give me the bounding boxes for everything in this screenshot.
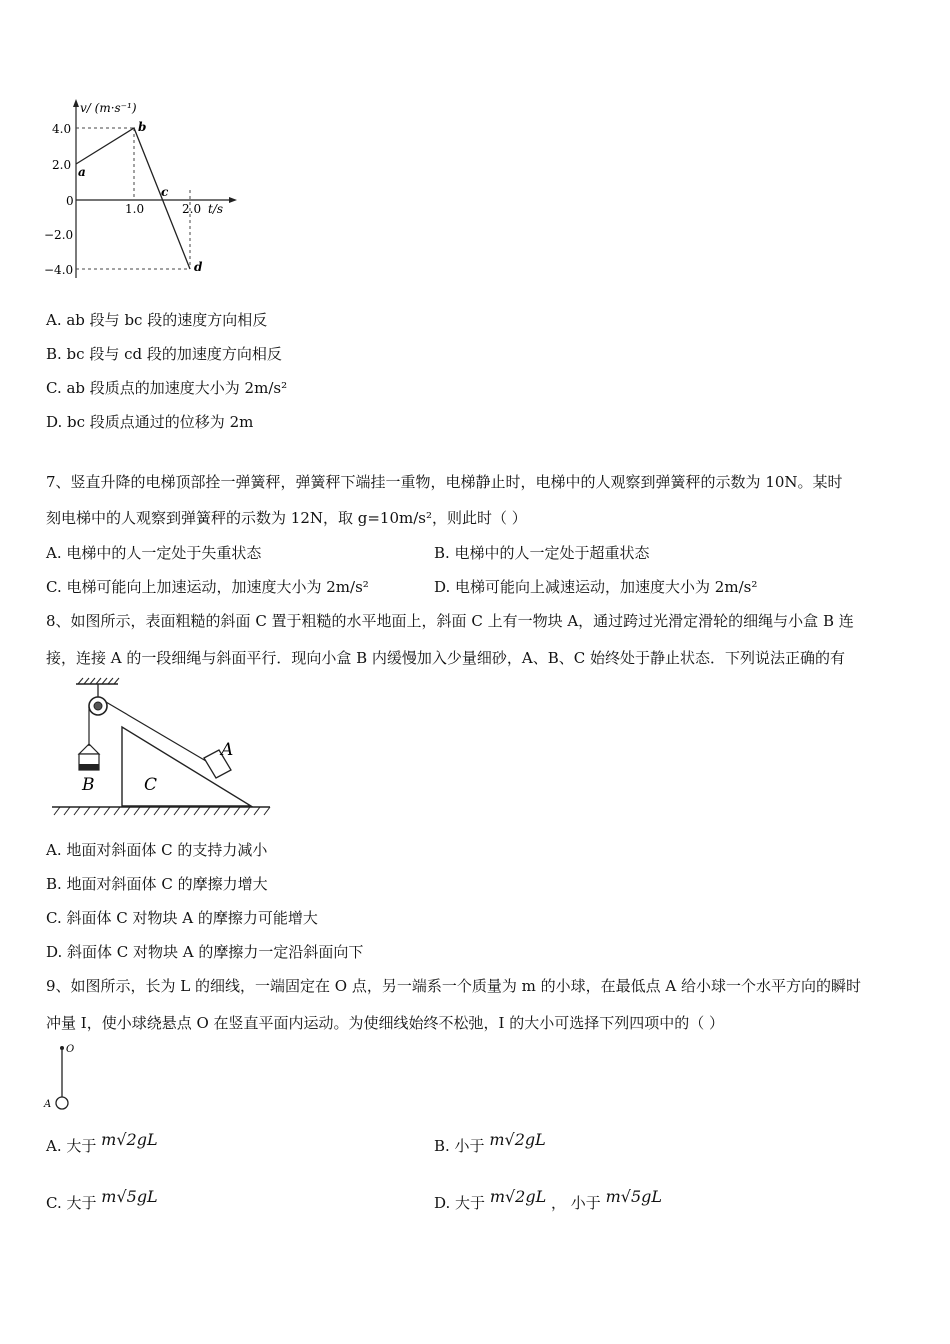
q8-option-b: B. 地面对斜面体 C 的摩擦力增大	[46, 875, 268, 893]
q9-option-d-prefix: D. 大于	[434, 1194, 486, 1212]
q9-option-d-expr1: m√2gL	[489, 1187, 547, 1206]
label-box-b: B	[82, 775, 95, 795]
q9-option-b-expr: m√2gL	[489, 1130, 546, 1149]
q9-option-a-expr: m√2gL	[101, 1130, 158, 1149]
q9-option-d	[434, 1189, 662, 1217]
q7-option-d: D. 电梯可能向上减速运动，加速度大小为 2m/s²	[434, 578, 758, 596]
q9-option-a	[46, 1132, 158, 1160]
incline-pulley-figure	[46, 676, 276, 816]
label-point-o: O	[66, 1044, 75, 1055]
q9-option-b-prefix: B. 小于	[434, 1137, 485, 1155]
y-tick-neg2: −2.0	[44, 228, 74, 242]
q9-stem-line1: 9、如图所示，长为 L 的细线，一端固定在 O 点，另一端系一个质量为 m 的小球，在最低点 A 给小球一个水平方向的瞬时	[46, 977, 862, 995]
label-point-a: A	[44, 1099, 52, 1110]
q7-option-b: B. 电梯中的人一定处于超重状态	[434, 544, 650, 562]
q9-option-a-prefix: A. 大于	[46, 1137, 97, 1155]
q8-stem-line2: 接，连接 A 的一段细绳与斜面平行．现向小盒 B 内缓慢加入少量细砂，A、B、C 始终处于静止状态．下列说法正确的有	[46, 649, 846, 667]
y-tick-neg4: −4.0	[44, 263, 74, 277]
q9-option-d-expr2: m√5gL	[605, 1187, 662, 1206]
point-a: a	[78, 165, 86, 179]
pendulum-figure	[40, 1040, 90, 1114]
q6-option-d: D. bc 段质点通过的位移为 2m	[46, 413, 254, 431]
q8-option-d: D. 斜面体 C 对物块 A 的摩擦力一定沿斜面向下	[46, 943, 364, 961]
q9-option-c-expr: m√5gL	[101, 1187, 158, 1206]
point-c: c	[161, 185, 169, 199]
q7-stem-line2: 刻电梯中的人观察到弹簧秤的示数为 12N，取 g=10m/s²，则此时（ ）	[46, 509, 527, 527]
q9-option-c	[46, 1189, 158, 1217]
q6-option-c: C. ab 段质点的加速度大小为 2m/s²	[46, 379, 288, 397]
x-tick-1: 1.0	[125, 202, 145, 216]
q6-option-a: A. ab 段与 bc 段的速度方向相反	[46, 311, 268, 329]
point-d: d	[194, 260, 203, 274]
q7-stem-line1: 7、竖直升降的电梯顶部拴一弹簧秤，弹簧秤下端挂一重物，电梯静止时，电梯中的人观察到弹簧秤的示数为 10N。某时	[46, 473, 843, 491]
x-axis-label: t/s	[208, 202, 224, 216]
q6-option-b: B. bc 段与 cd 段的加速度方向相反	[46, 345, 282, 363]
y-tick-2: 2.0	[52, 158, 72, 172]
label-block-a: A	[221, 740, 234, 760]
q9-option-d-mid: ， 小于	[551, 1194, 601, 1212]
point-b: b	[138, 120, 147, 134]
q7-option-a: A. 电梯中的人一定处于失重状态	[46, 544, 262, 562]
y-tick-0: 0	[66, 194, 74, 208]
q9-option-b	[434, 1132, 546, 1160]
x-tick-2: 2.0	[182, 202, 202, 216]
ball	[56, 1097, 68, 1109]
q9-stem-line2: 冲量 I，使小球绕悬点 O 在竖直平面内运动。为使细线始终不松弛，I 的大小可选择下列四项中的（ ）	[46, 1014, 724, 1032]
label-incline-c: C	[144, 775, 158, 795]
y-axis-label: v/ (m·s⁻¹)	[80, 101, 137, 115]
q8-option-a: A. 地面对斜面体 C 的支持力减小	[46, 841, 268, 859]
y-tick-4: 4.0	[52, 122, 72, 136]
q7-option-c: C. 电梯可能向上加速运动，加速度大小为 2m/s²	[46, 578, 369, 596]
q9-option-c-prefix: C. 大于	[46, 1194, 97, 1212]
vt-graph	[40, 96, 240, 286]
q8-stem-line1: 8、如图所示，表面粗糙的斜面 C 置于粗糙的水平地面上，斜面 C 上有一物块 A，通过跨过光滑定滑轮的细绳与小盒 B 连	[46, 612, 854, 630]
q8-option-c: C. 斜面体 C 对物块 A 的摩擦力可能增大	[46, 909, 318, 927]
